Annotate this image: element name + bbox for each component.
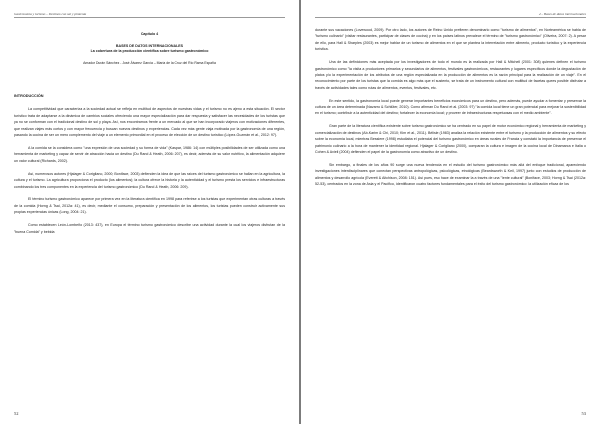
chapter-subtitle: La cobertura de la producción científica sobre turismo gastronómico bbox=[90, 49, 209, 53]
body-text bbox=[315, 27, 586, 188]
paragraph: Sin embargo, a finales de los años 90 surge una nueva tendencia en el estudio del turismo gastronómico más allá del enfoque tradicional, apareciendo investigaciones interdisciplinares que conectan perspectivas antropológicas, psicológicas, etnológicas (Beardsworth & Keil, 1997) junto con estudios de producción de alimentos y desarrollo agrícola (Everett & Aitchison, 2008: 151). Así pues, eso hace de examinar la a través de una "lente cultural" (Boniface, 2003; Horng & Tsai (2012a: 52-53), centrados en la zona de Asia y el Pacífico, identificaron cuatro factores fundamentales para el éxito del turismo gastronómico: la utilización eficaz de los bbox=[315, 162, 586, 187]
left-page bbox=[0, 0, 299, 424]
paragraph: En este sentido, la gastronomía local puede generar importantes beneficios económicos para un destino, pero además, puede ayudar a fomentar y preservar la cultura de un área determinada (Navarro & Schlüter, 2010). Como afirman Du Rand et al. (2003: 97) "la comida local tiene un gran potencial para mejorar la sostenibilidad en el turismo; contribuir a la autenticidad del destino; fortalecer la economía local; y proveer de infraestructuras respetuosas con el medio ambiente". bbox=[315, 98, 586, 116]
authors: Amador Durán Sánchez - José Álvarez García – María de la Cruz del Río Rama España bbox=[83, 61, 216, 65]
paragraph: La competitividad que caracteriza a la sociedad actual se refleja en multitud de aspectos de nuestras vidas y el turismo no es ajeno a esta situación. El sector turístico trata de adaptarse a la dinámica de cambios sociales ofreciendo una mayor especialización para dar respuesta y satisfacer las necesidades de los turistas que ya no se conforman con el tradicional destino de sol y playa. Así, nos encontramos frente a un mercado al que se han incorporado viajeros con motivaciones diferentes, que realizan viajes más cortos y con mayor frecuencia y buscan nuevos destinos y experiencias. Cada vez más gente viaja motivada por la gastronomía de una región, pasando la cocina de ser un mero complemento del viaje a un elemento primordial en el proceso de elección de un destino turístico (López-Guzmán et al., 2012: 97). bbox=[14, 107, 285, 138]
chapter-title: BASES DE DATOS INTERNACIONALES bbox=[115, 44, 184, 48]
paragraph: durante sus vacaciones (Lovewood, 2009). Por otro lado, los autores de Reino Unido prefieren denominarlo como "turismo de alimentos", en Norteamérica se habla de "turismo culinario" (visitar restaurantes, participar de clases de cocina) y en los países latinos prevalece el término de "turismo gastronómico" (Oliveira, 2007: 2). A pesar de ello, para Hall & Sharples (2003) es mejor hablar de un turismo de alimentos en el que se plantea la interrelación entre alimento, producto turístico y la experiencia turística. bbox=[315, 28, 586, 52]
paragraph: Como establecen León-Lombeño (2013: 437), en Europa el término turismo gastronómico describe una actividad durante la cual los viajeros disfrutan de la "buena Comida" y bebida bbox=[14, 223, 285, 234]
running-head: Gastronomía y turismo – Destinos con sal y pimienta bbox=[14, 12, 285, 18]
running-head: 4 – Bases de datos internacionales bbox=[315, 12, 586, 18]
paragraph: Una de las definiciones más aceptada por los investigadores de todo el mundo es la realizada por Hall & Mitchell (2001: 308) quienes definen el turismo gastronómico como "la visita a productores primarios y secundarios de alimentos, festivales gastronómicos, restaurantes y lugares específicos donde la degustación de platos y/o la experimentación de los atributos de una región especializada en la producción de alimentos es la razón principal para la realización de un viaje". En el reconocimiento por parte de los turistas que la comida es algo más que el sustento, se trata de un instrumento cultural con multitud de facetas quees posible disfrutar a través de actividades tales como rutas de alimentos, eventos, festivales, etc. bbox=[315, 60, 586, 90]
paragraph: Así, numerosos autores (Hjalager & Corigliano, 2000; Boniface, 2003) defienden la idea de que las raíces del turismo gastronómico se hallan en la agricultura, la cultura y el turismo. La agricultura proporciona el producto (los alimentos); la cultura ofrece la historia y la autenticidad y el turismo presta los servicios e infraestructuras combinando los tres componentes en la experiencia del turismo gastronómico (Du Rand & Heath, 2006: 209). bbox=[14, 171, 285, 189]
page-number: 53 bbox=[581, 411, 586, 416]
paragraph: El término turismo gastronómico aparece por primera vez en la literatura científica en 1998 para referirse a los turistas que experimentan otras culturas a través de la comida (Horng & Tsai, 2012a: 41), es decir, mediante el consumo, preparación y presentación de los alimentos, los turistas pueden construir activamente sus propias experiencias únicas (Long, 2004: 21). bbox=[14, 197, 285, 215]
paragraph: Gran parte de la literatura científica existente sobre turismo gastronómico se ha centrado en su papel de motor económico regional y herramienta de marketing y comercialización de destinos (Ab-Karim & Chi, 2010; Kim et al., 2011). Bélisle (1983) analiza la relación existente entre el turismo y la producción de alimentos y su efecto sobre la economía local, mientras Bessiere (1998) estudiaba el potencial del turismo gastronómico en áreas rurales de Francia y constató la importancia de preservar el patrimonio culinario a la hora de mantener la identidad regional. Hjalager & Corigliano (2000), comparan la cultura e imagen de la cocina local de Dinamarca e Italia o Cohen & Avieli (2004) defienden el papel de la gastronomía como atractivo de un destino. bbox=[315, 124, 586, 154]
chapter-label: Capítulo 4 bbox=[140, 32, 159, 36]
right-page bbox=[301, 0, 600, 424]
page-number: 52 bbox=[14, 411, 19, 416]
section-heading: INTRODUCCIÓN bbox=[14, 94, 44, 99]
paragraph: A la comida se la considera como "una expresión de una sociedad y su forma de vida" (Kaspar, 1986: 14) con múltiples posibilidades de ser utilizada como una herramienta de marketing y capaz de servir de atracción hacia un destino (Du Rand & Heath, 2006: 207), es decir, además de su valor nutritivo, la alimentación adquiere un valor cultural (Richards, 2002). bbox=[14, 145, 285, 163]
chapter-header bbox=[14, 32, 285, 66]
body-text bbox=[14, 106, 285, 235]
